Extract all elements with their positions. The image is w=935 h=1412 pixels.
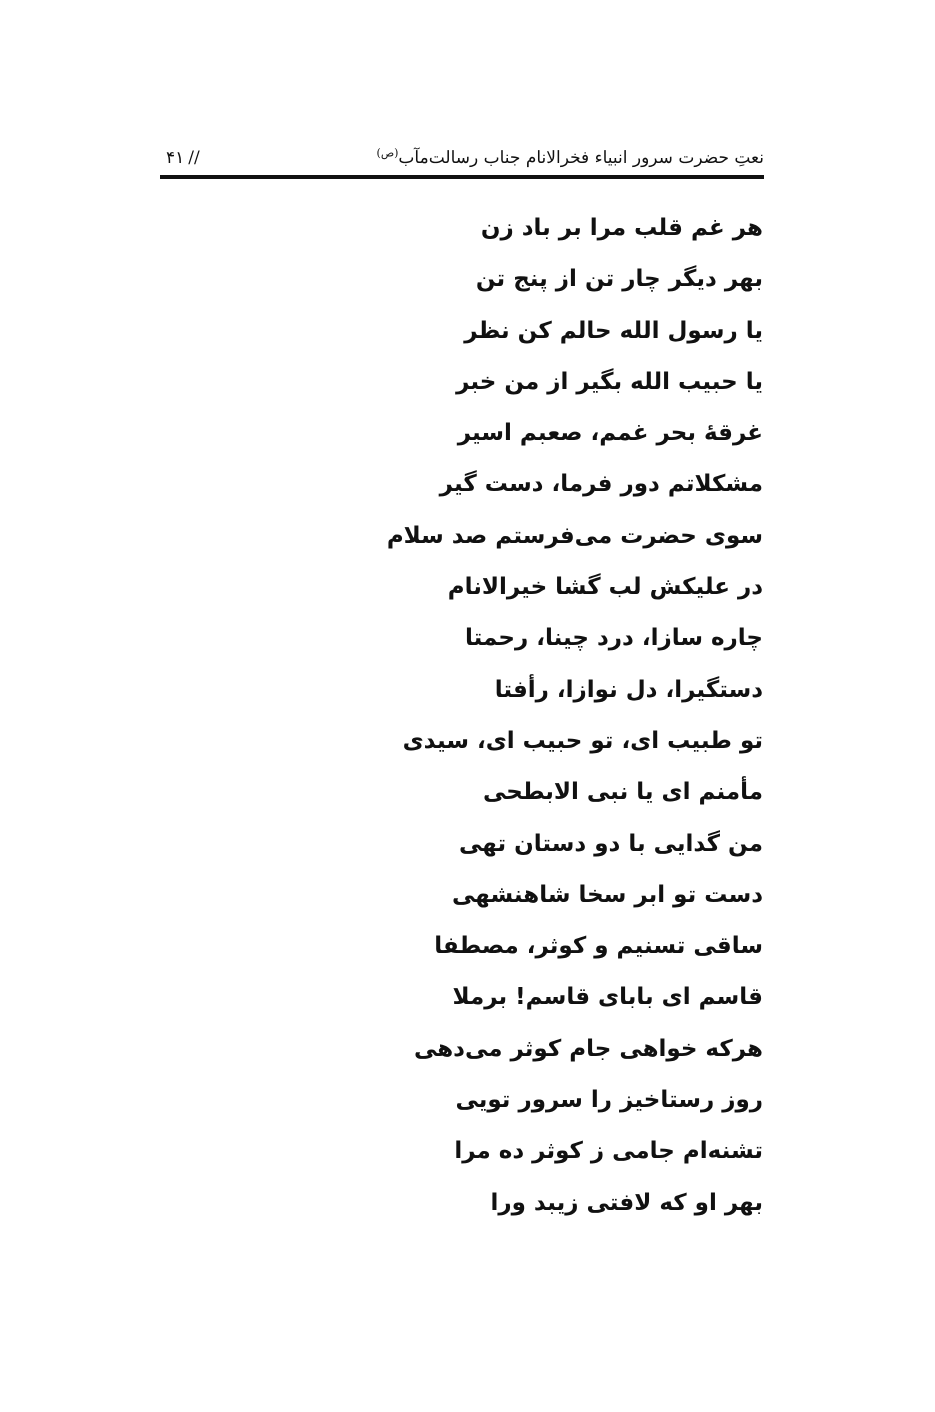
honorific-superscript: (ص) <box>376 146 399 160</box>
poem-line: قاسم ای بابای قاسم! برملا <box>452 984 763 1011</box>
poem-line: هرکه خواهی جام کوثر می‌دهی <box>413 1035 763 1062</box>
page-number-group <box>160 144 204 172</box>
header-separator: // <box>188 148 200 168</box>
running-title <box>377 144 764 172</box>
poem-line: من گدایی با دو دستان تهی <box>459 830 763 857</box>
poem-line: غرقهٔ بحر غمم، صعبم اسیر <box>457 420 763 447</box>
poem-line: چاره سازا، درد چینا، رحمتا <box>464 625 763 652</box>
poem-line: تو طبیب ای، تو حبیب ای، سیدی <box>402 727 763 754</box>
header-rule <box>160 175 764 179</box>
poem-line: روز رستاخیز را سرور تویی <box>455 1087 763 1114</box>
poem-line: تشنه‌ام جامی ز کوثر ده مرا <box>454 1138 763 1165</box>
poem-line: سوی حضرت می‌فرستم صد سلام <box>386 522 763 549</box>
poem-line: دست تو ابر سخا شاهنشهی <box>452 881 763 908</box>
running-header <box>160 132 764 172</box>
poem-line: یا رسول الله حالم کن نظر <box>464 317 763 344</box>
poem <box>163 208 763 1234</box>
poem-line: مشکلاتم دور فرما، دست گیر <box>439 471 763 498</box>
poem-line: هر غم قلب مرا بر باد زن <box>480 215 763 241</box>
poem-line: بهر او که لافتی زیبد ورا <box>490 1189 763 1216</box>
running-title-text: نعتِ حضرت سرور انبیاء فخرالانام جناب رسالت‌مآب <box>398 148 764 168</box>
poem-line: بهر دیگر چار تن از پنج تن <box>475 266 763 293</box>
poem-line: مأمنم ای یا نبی الابطحی <box>483 779 763 806</box>
poem-line: ساقی تسنیم و کوثر، مصطفا <box>434 933 763 960</box>
poem-line: در علیکش لب گشا خیرالانام <box>447 574 763 601</box>
page-number: ۴۱ <box>166 148 185 168</box>
poem-line: دستگیرا، دل نوازا، رأفتا <box>494 676 763 703</box>
poem-line: یا حبیب الله بگیر از من خبر <box>456 368 763 395</box>
